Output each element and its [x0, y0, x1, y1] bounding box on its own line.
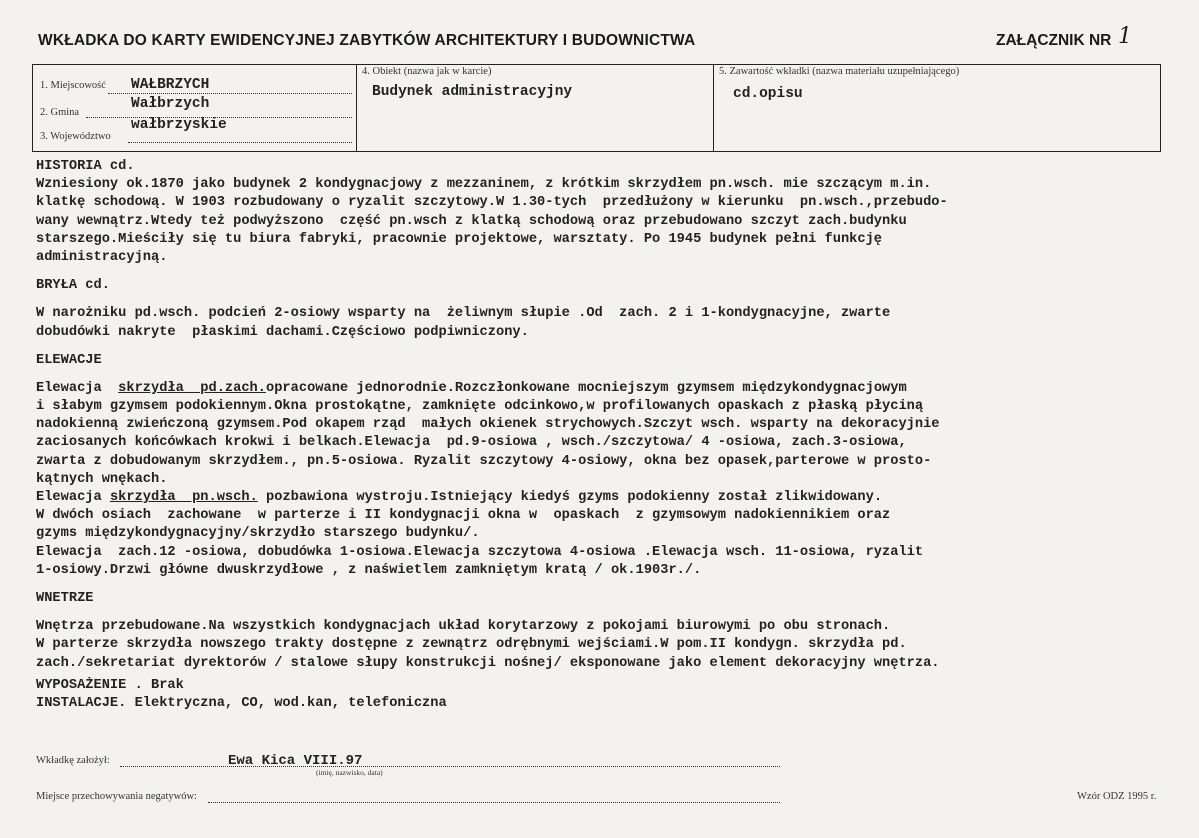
text-line: klatkę schodową. W 1903 rozbudowany o ryzalit szczytowy.W 1.30-tych przedłużony w kierunku pn.wsch.,przebudo- [36, 195, 948, 211]
text-line: kątnych wnękach. [36, 471, 168, 487]
text-line: W parterze skrzydła nowszego trakty dostępne z zewnątrz odrębnymi wejściami.W pom.II kondygn. skrzydła pd. [36, 637, 907, 653]
text-fragment: Elewacja [36, 380, 119, 396]
gmina-label: 2. Gmina [40, 107, 80, 118]
text-line: W dwóch osiach zachowane w parterze i II kondygnacji okna w opaskach z gzymsowym nadokiennikiem oraz [36, 508, 891, 524]
dotted-line [108, 93, 352, 94]
zalozyl-value: Ewa Kica VIII.97 [228, 753, 363, 769]
text-line: Elewacja zach.12 -osiowa, dobudówka 1-osiowa.Elewacja szczytowa 4-osiowa .Elewacja wsch. 11-osiowa, ryzalit [36, 544, 924, 560]
bryla-heading: BRYŁA cd. [36, 278, 110, 294]
obiekt-value: Budynek administracyjny [372, 84, 573, 100]
text-line: nadokienną zwieńczoną gzymsem.Pod okapem rząd małych okienek strychowych.Szczyt wsch. wsparty na dekoracyjnie [36, 417, 940, 433]
attachment-number: 1 [1118, 24, 1132, 49]
text-line: zach./sekretariat dyrektorów / stalowe słupy konstrukcji nośnej/ eksponowane jako element dekoracyjny wnętrza. [36, 655, 940, 671]
zalozyl-caption: (imię, nazwisko, data) [316, 768, 383, 777]
wyposazenie-line: WYPOSAŻENIE . Brak [36, 677, 184, 693]
gmina-value: Wałbrzych [131, 96, 210, 112]
underlined-fragment: skrzydła pn.wsch. [109, 490, 258, 505]
instalacje-line: INSTALACJE. Elektryczna, CO, wod.kan, telefoniczna [36, 695, 447, 711]
wojewodztwo-value: wałbrzyskie [131, 117, 227, 133]
column-divider [356, 64, 357, 152]
zawartosc-label: 5. Zawartość wkładki (nazwa materiału uzupełniającego) [719, 66, 960, 77]
text-line: i słabym gzymsem podokiennym.Okna prostokątne, zamknięte odcinkowo,w profilowanych opaskach z płaską płyciną [36, 399, 924, 415]
wojewodztwo-label: 3. Województwo [40, 131, 111, 142]
text-fragment: opracowane jednorodnie.Rozczłonkowane mocniejszym gzymsem międzykondygnacjowym [266, 380, 907, 396]
dotted-line [120, 766, 780, 767]
text-line: zwarta z dobudowanym skrzydłem., pn.5-osiowa. Ryzalit szczytowy 4-osiowy, okna bez opasek,parterowe w prosto- [36, 453, 932, 469]
text-line: Wnętrza przebudowane.Na wszystkich kondygnacjach układ korytarzowy z pokojami biurowymi po obu stronach. [36, 619, 891, 635]
negatywy-label: Miejsce przechowywania negatywów: [36, 791, 197, 802]
form-version: Wzór ODZ 1995 r. [1077, 791, 1157, 802]
zalozyl-label: Wkładkę założył: [36, 755, 110, 766]
miejscowosc-value: WAŁBRZYCH [131, 77, 210, 93]
text-line: administracyjną. [36, 249, 168, 265]
wnetrze-heading: WNETRZE [36, 590, 94, 606]
text-line: 1-osiowy.Drzwi główne dwuskrzydłowe , z naświetlem zamkniętym kratą / ok.1903r./. [36, 562, 702, 578]
attachment-label: ZAŁĄCZNIK NR [996, 32, 1112, 49]
text-line: gzyms międzykondygnacyjny/skrzydło starszego budynku/. [36, 526, 480, 542]
dotted-line [208, 802, 780, 803]
text-line [36, 380, 1176, 398]
text-fragment: Elewacja [36, 490, 110, 505]
dotted-line [128, 142, 352, 143]
historia-heading: HISTORIA cd. [36, 159, 135, 174]
underlined-fragment: skrzydła pd.zach. [118, 380, 266, 396]
column-divider [713, 64, 714, 152]
obiekt-label: 4. Obiekt (nazwa jak w karcie) [362, 66, 492, 77]
text-line [36, 489, 1176, 507]
text-line: zaciosanych końcówkach krokwi i belkach.Elewacja pd.9-osiowa , wsch./szczytowa/ 4 -osiowa, zach.3-osiowa, [36, 435, 907, 451]
text-line: Wzniesiony ok.1870 jako budynek 2 kondygnacjowy z mezzaninem, z krótkim skrzydłem pn.wsch. mie szczącym m.in. [36, 177, 932, 193]
description-body [36, 158, 1176, 713]
text-line: dobudówki nakryte płaskimi dachami.Częściowo podpiwniczony. [36, 324, 529, 340]
elewacje-heading: ELEWACJE [36, 352, 102, 368]
zawartosc-value: cd.opisu [733, 86, 803, 102]
text-fragment: pozbawiona wystroju.Istniejący kiedyś gzyms podokienny został zlikwidowany. [257, 490, 883, 505]
page-title: WKŁADKA DO KARTY EWIDENCYJNEJ ZABYTKÓW ARCHITEKTURY I BUDOWNICTWA [38, 32, 696, 49]
text-line: starszego.Mieściły się tu biura fabryki, pracownie projektowe, warsztaty. Po 1945 budynek pełni funkcję [36, 231, 883, 247]
text-line: W narożniku pd.wsch. podcień 2-osiowy wsparty na żeliwnym słupie .Od zach. 2 i 1-kondygnacyjne, zwarte [36, 306, 891, 322]
text-line: wany wewnątrz.Wtedy też podwyższono część pn.wsch z klatką schodową oraz przebudowano szczyt zach.budynku [36, 213, 907, 229]
miejscowosc-label: 1. Miejscowość [40, 80, 106, 91]
